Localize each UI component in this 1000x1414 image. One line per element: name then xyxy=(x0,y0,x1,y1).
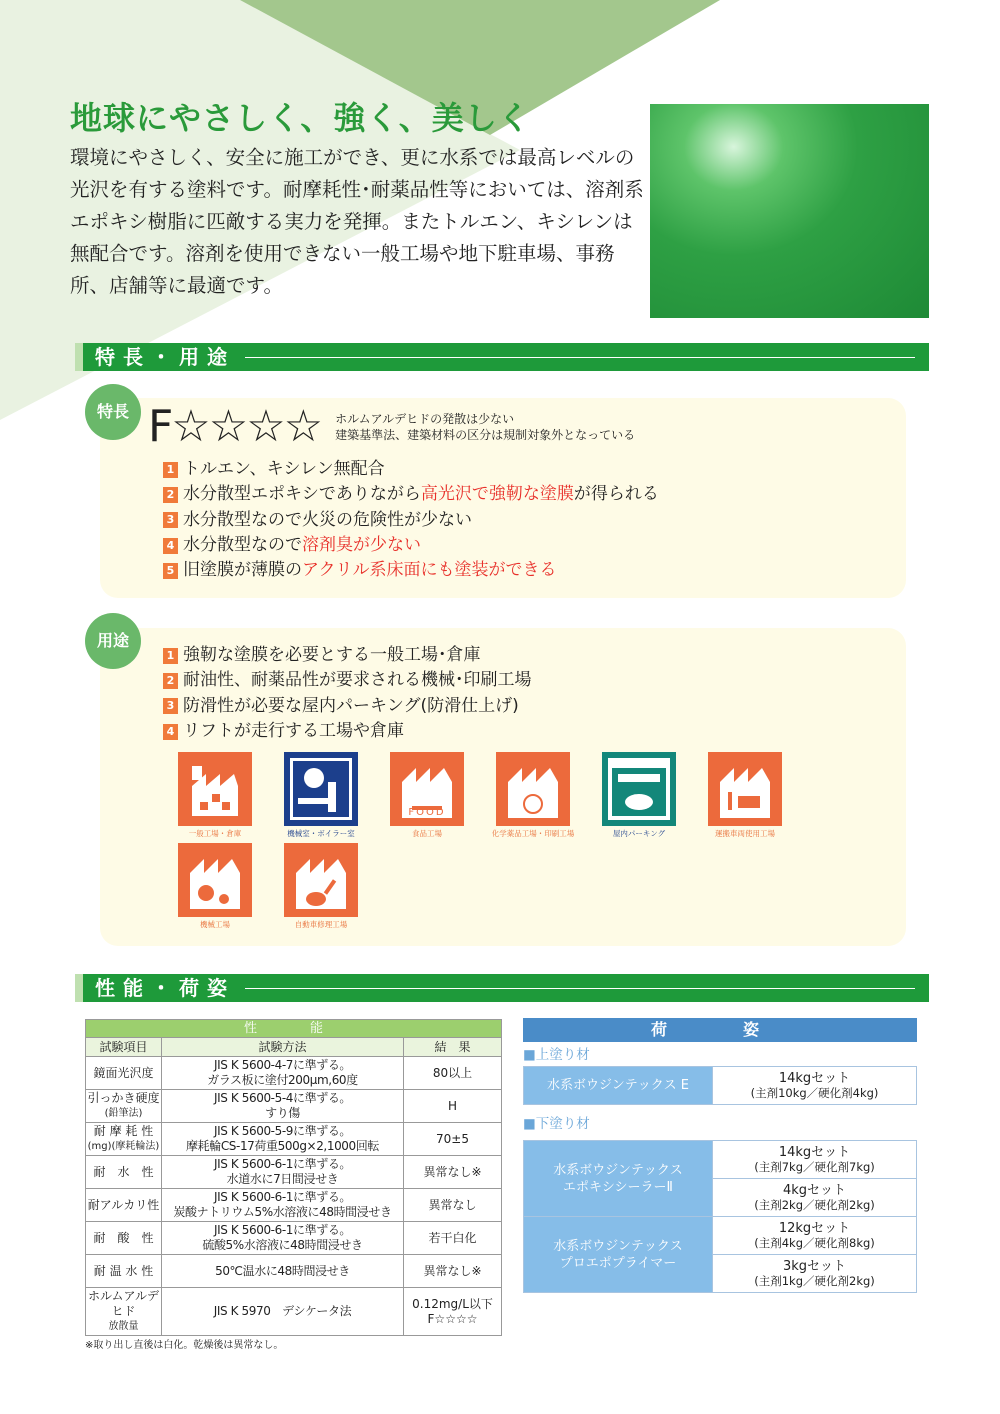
list-item: 2 水分散型エポキシでありながら 高光沢で強靭な塗膜 が得られる xyxy=(163,482,659,507)
use-icon-label: 機械工場 xyxy=(200,920,230,929)
test-item: 引っかき硬度 (鉛筆法) xyxy=(86,1090,162,1123)
product-name: 水系ボウジンテックス プロエポプライマー xyxy=(524,1217,713,1293)
list-item: 1 トルエン、キシレン無配合 xyxy=(163,457,659,482)
section-header-performance: 性能・荷姿 xyxy=(75,974,929,1002)
table-row xyxy=(86,1189,502,1222)
use-icon-label: 屋内パーキング xyxy=(612,829,666,838)
car-repair-factory-icon xyxy=(284,843,358,917)
test-method: JIS K 5970 デシケータ法 xyxy=(162,1288,404,1336)
list-item: 2 耐油性、耐薬品性が要求される機械･印刷工場 xyxy=(163,668,532,693)
test-item: 耐 摩 耗 性 (mg)(摩耗輪法) xyxy=(86,1123,162,1156)
table-row xyxy=(524,1217,917,1255)
table-row xyxy=(524,1141,917,1179)
product-set: 4kgセット (主剤2kg／硬化剤2kg) xyxy=(713,1179,917,1217)
uses-list xyxy=(163,643,532,744)
performance-section xyxy=(85,1019,501,1353)
use-icon-label: 化学薬品工場・印刷工場 xyxy=(491,829,575,838)
f-star-rating: F☆☆☆☆ xyxy=(148,401,322,452)
use-icon-item xyxy=(162,843,268,930)
product-set: 14kgセット (主剤7kg／硬化剤7kg) xyxy=(713,1141,917,1179)
headline: 地球にやさしく、強く、美しく xyxy=(70,99,531,137)
table-row xyxy=(86,1057,502,1090)
test-method: JIS K 5600-6-1に準ずる。 硫酸5%水溶液に48時間浸せき xyxy=(162,1222,404,1255)
test-item: 耐 温 水 性 xyxy=(86,1255,162,1288)
list-item: 3 防滑性が必要な屋内パーキング(防滑仕上げ) xyxy=(163,694,532,719)
footnote: ※取り出し直後は白化。乾燥後は異常なし。 xyxy=(85,1340,284,1351)
features-badge: 特長 xyxy=(85,384,141,440)
test-result: 80以上 xyxy=(404,1057,502,1090)
use-icons xyxy=(162,752,802,930)
use-icon-label: 自動車修理工場 xyxy=(294,920,348,929)
features-list xyxy=(163,457,659,583)
use-icon-item xyxy=(268,752,374,839)
list-item: 4 水分散型なので 溶剤臭が少ない xyxy=(163,533,659,558)
use-icon-item xyxy=(162,752,268,839)
gear-factory-icon xyxy=(178,843,252,917)
test-result: 70±5 xyxy=(404,1123,502,1156)
list-item: 5 旧塗膜が薄膜の アクリル系床面にも塗装ができる xyxy=(163,558,659,583)
test-item: 耐 酸 性 xyxy=(86,1222,162,1255)
test-item: 耐アルカリ性 xyxy=(86,1189,162,1222)
factory-boxes-icon xyxy=(178,752,252,826)
test-method: JIS K 5600-4-7に準ずる。 ガラス板に塗付200μm,60度 xyxy=(162,1057,404,1090)
table-row xyxy=(86,1222,502,1255)
column-header: 試験項目 xyxy=(86,1038,162,1057)
table-row xyxy=(86,1255,502,1288)
test-result: 異常なし xyxy=(404,1189,502,1222)
test-result: 異常なし※ xyxy=(404,1255,502,1288)
forklift-factory-icon xyxy=(708,752,782,826)
uses-badge: 用途 xyxy=(85,613,141,669)
column-header: 試験方法 xyxy=(162,1038,404,1057)
test-result: H xyxy=(404,1090,502,1123)
test-item: ホルムアルデヒド 放散量 xyxy=(86,1288,162,1336)
use-icon-item xyxy=(586,752,692,839)
test-method: JIS K 5600-6-1に準ずる。 水道水に7日間浸せき xyxy=(162,1156,404,1189)
undercoat-table xyxy=(523,1140,917,1293)
test-method: JIS K 5600-6-1に準ずる。 炭酸ナトリウム5%水溶液に48時間浸せき xyxy=(162,1189,404,1222)
use-icon-item xyxy=(268,843,374,930)
green-floor-photo xyxy=(650,104,929,318)
test-result: 異常なし※ xyxy=(404,1156,502,1189)
test-result: 0.12mg/L以下 F☆☆☆☆ xyxy=(404,1288,502,1336)
list-item: 4 リフトが走行する工場や倉庫 xyxy=(163,719,532,744)
test-method: JIS K 5600-5-4に準ずる。 すり傷 xyxy=(162,1090,404,1123)
performance-table xyxy=(85,1019,502,1336)
use-icon-item xyxy=(480,752,586,839)
test-method: JIS K 5600-5-9に準ずる。 摩耗輪CS-17荷重500g×2,1000回転 xyxy=(162,1123,404,1156)
f-star-note: ホルムアルデヒドの発散は少ない 建築基準法、建築材料の区分は規制対象外となっている xyxy=(335,412,636,442)
food-factory-icon xyxy=(390,752,464,826)
machine-room-icon xyxy=(284,752,358,826)
use-icon-item xyxy=(374,752,480,839)
product-name: 水系ボウジンテックス E xyxy=(524,1067,713,1105)
product-name: 水系ボウジンテックス エポキシシーラーⅡ xyxy=(524,1141,713,1217)
undercoat-label: ■下塗り材 xyxy=(523,1116,590,1132)
section-header-features: 特長・用途 xyxy=(75,343,929,371)
f-star-row xyxy=(148,402,635,452)
icon-text: FOOD xyxy=(408,807,446,818)
intro-text: 環境にやさしく、安全に施工ができ、更に水系では最高レベルの光沢を有する塗料です。耐摩耗性･耐薬品性等においては、溶剤系エポキシ樹脂に匹敵する実力を発揮。またトルエン、キシレンは無配合です。溶剤を使用できない一般工場や地下駐車場、事務所、店舗等に最適です。 xyxy=(70,146,644,297)
packaging-title: 荷 姿 xyxy=(523,1018,917,1042)
test-result: 若干白化 xyxy=(404,1222,502,1255)
table-row xyxy=(86,1090,502,1123)
table-row xyxy=(86,1156,502,1189)
use-icon-label: 運搬車両使用工場 xyxy=(715,829,775,838)
product-set: 3kgセット (主剤1kg／硬化剤2kg) xyxy=(713,1255,917,1293)
parking-icon xyxy=(602,752,676,826)
test-method: 50℃温水に48時間浸せき xyxy=(162,1255,404,1288)
table-row xyxy=(86,1123,502,1156)
list-item: 1 強靭な塗膜を必要とする一般工場･倉庫 xyxy=(163,643,532,668)
table-row xyxy=(86,1288,502,1336)
column-header: 結 果 xyxy=(404,1038,502,1057)
test-item: 耐 水 性 xyxy=(86,1156,162,1189)
table-title: 性 能 xyxy=(86,1020,502,1038)
test-item: 鏡面光沢度 xyxy=(86,1057,162,1090)
use-icon-label: 一般工場・倉庫 xyxy=(188,829,242,838)
list-item: 3 水分散型なので火災の危険性が少ない xyxy=(163,508,659,533)
use-icon-item xyxy=(692,752,798,839)
topcoat-label: ■上塗り材 xyxy=(523,1047,590,1063)
product-set: 14kgセット (主剤10kg／硬化剤4kg) xyxy=(713,1067,917,1105)
use-icon-label: 機械室・ボイラー室 xyxy=(287,829,355,838)
product-set: 12kgセット (主剤4kg／硬化剤8kg) xyxy=(713,1217,917,1255)
use-icon-label: 食品工場 xyxy=(412,829,442,838)
chemical-factory-icon xyxy=(496,752,570,826)
topcoat-table xyxy=(523,1066,917,1105)
